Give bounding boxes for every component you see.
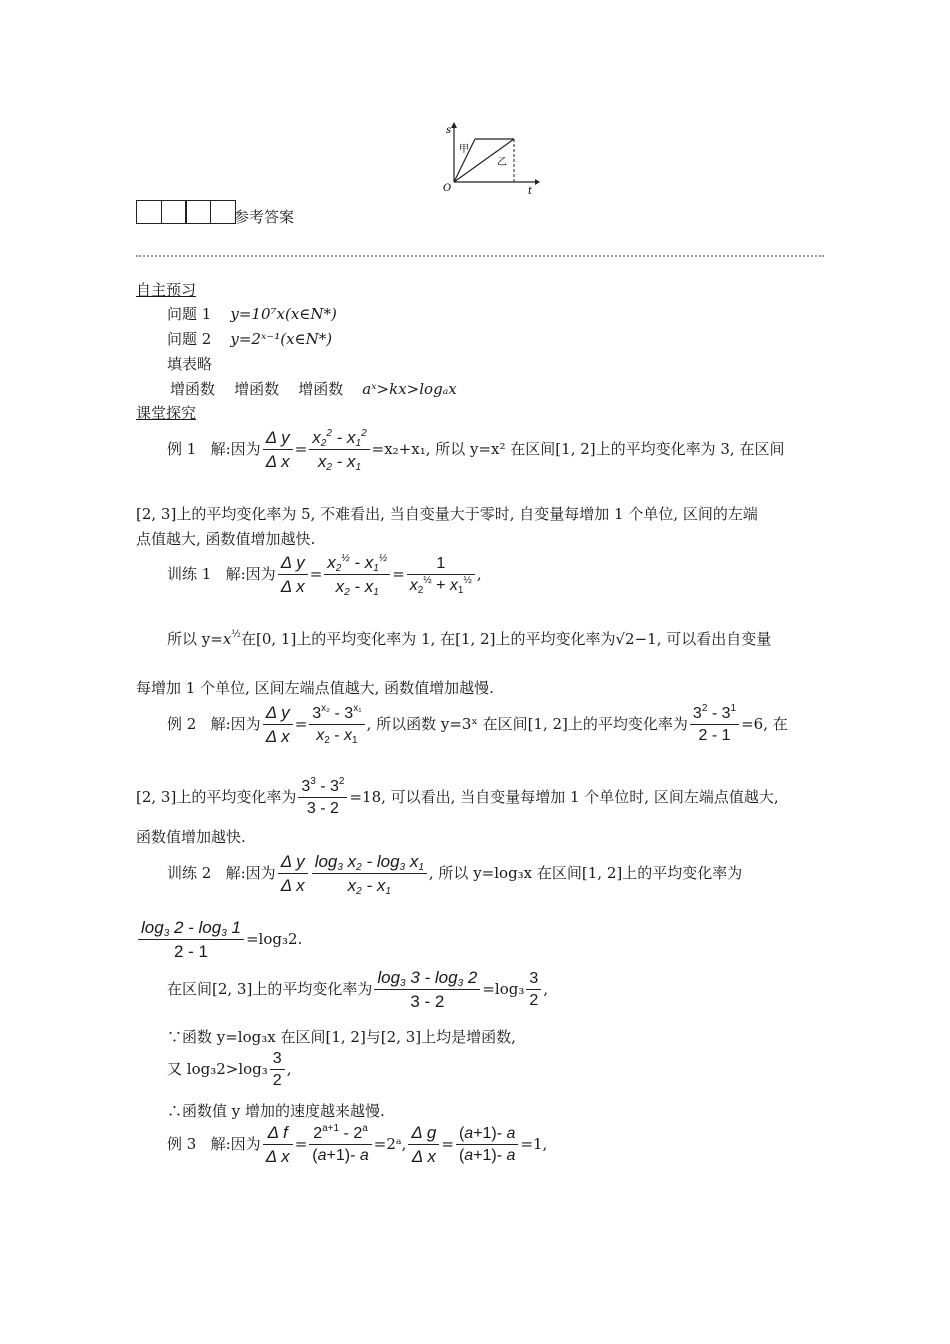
- example-3-line1: 例 3 解:因为 $\frac{\text{Δ f}}{\text{Δ x}}$ = $\frac{2^{a+1} - 2^a}{(a+1)- a}$ =2ᵃ, $\frac{\text{Δ g}}{\text{Δ x}}$ = $\frac{(a+1)- a}{(a+1)- a}$ =1,: [167, 1123, 548, 1166]
- dotted-divider: [136, 255, 824, 257]
- question-2: [167, 328, 332, 349]
- axis-s-label: s: [446, 125, 452, 136]
- example-2-label: 例 2: [167, 715, 197, 733]
- training-2-line2: =log₃2.: [245, 930, 303, 948]
- example-3-mid: =2ᵃ,: [373, 1135, 407, 1153]
- example-3-label: 例 3: [167, 1135, 197, 1153]
- header-boxes: [136, 200, 235, 224]
- example-2-line2: [2, 3]上的平均变化率为 $\frac{3^3 - 3^2}{3 - 2}$ =18, 可以看出, 当自变量每增加 1 个单位时, 区间左端点值越大,: [136, 776, 779, 817]
- example-2-line2a: [2, 3]上的平均变化率为: [136, 788, 297, 806]
- training-1-line2c: −1, 可以看出自变量: [634, 630, 772, 648]
- training-2-line1: 训练 2 解:因为 $\frac{\text{Δ y}}{\text{Δ x}}$ $\frac{\log_3 x_2 - \log_3 x_1}{x_2 - x_1}$ , 所以 y=log₃x 在区间[1, 2]上的平均变化率为: [167, 852, 743, 897]
- training-2-line5: 又 log₃2>log₃ $\frac{3}{2}$ ,: [167, 1050, 292, 1089]
- motion-graph-figure: [440, 122, 540, 197]
- origin-label: O: [443, 183, 452, 194]
- training-2-line5a: 又 log₃2>log₃: [167, 1060, 268, 1078]
- training-2-line3b: =log₃: [482, 980, 525, 998]
- example-2-line1: 例 2 解:因为 $\frac{\text{Δ y}}{\text{Δ x}}$ = $\frac{3^{x_2} - 3^{x_1}}{x_2 - x_1}$ , 所以函数 y=3ˣ 在区间[1, 2]上的平均变化率为 $\frac{3^2 - 3^1}{2 - 1}$ =6, 在: [167, 703, 788, 746]
- question-1-label: 问题 1: [167, 305, 212, 323]
- example-1-line2: [2, 3]上的平均变化率为 5, 不难看出, 当自变量大于零时, 自变量每增加 1 个单位, 区间的左端: [136, 505, 758, 523]
- section-heading-explore: 课堂探究: [136, 404, 197, 422]
- example-2-intro: 解:因为: [210, 715, 261, 733]
- example-2-line3: 函数值增加越快.: [136, 828, 246, 846]
- example-2-mid: , 所以函数 y=3ˣ 在区间[1, 2]上的平均变化率为: [366, 715, 688, 733]
- example-2-line2b: =18, 可以看出, 当自变量每增加 1 个单位时, 区间左端点值越大,: [349, 788, 779, 806]
- training-1-line2a: 所以 y=: [167, 630, 223, 648]
- question-1: [167, 303, 337, 324]
- training-2-line3: 在区间[2, 3]上的平均变化率为 $\frac{\log_3 3 - \log_3 2}{3 - 2}$ =log₃ $\frac{3}{2}$ ,: [167, 968, 549, 1011]
- section-heading-preview: 自主预习: [136, 281, 197, 299]
- example-1-line1: 例 1 解:因为 $\frac{\text{Δ y}}{\text{Δ x}}$ = $\frac{x_2^2 - x_1^2}{x_2 - x_1}$ =x₂+x₁, 所以 y=x² 在区间[1, 2]上的平均变化率为 3, 在区间: [167, 428, 785, 473]
- increase-a: 增函数: [170, 380, 216, 398]
- training-2-intro: 解:因为: [225, 864, 276, 882]
- increase-d: aˣ>kx>logₐx: [362, 380, 457, 398]
- training-1-line3: 每增加 1 个单位, 区间左端点值越大, 函数值增加越慢.: [136, 679, 494, 697]
- example-1-intro: 解:因为: [210, 440, 261, 458]
- example-1-label: 例 1: [167, 440, 197, 458]
- increase-c: 增函数: [298, 380, 344, 398]
- example-1-line3: 点值越大, 函数值增加越快.: [136, 530, 316, 548]
- increase-b: 增函数: [234, 380, 280, 398]
- training-2-line6: ∴函数值 y 增加的速度越来越慢.: [167, 1102, 385, 1120]
- training-1-line1: 训练 1 解:因为 $\frac{\text{Δ y}}{\text{Δ x}}$ = $\frac{x_2^{\frac{1}{2}} - x_1^{\frac{1}{2}}}{x_2 - x_1}$ = $\frac{1}{x_2^{\frac{1}{2}} + x_1^{\frac{1}{2}}}$ ,: [167, 553, 482, 598]
- training-2-mid: , 所以 y=log₃x 在区间[1, 2]上的平均变化率为: [428, 864, 743, 882]
- training-2-line3a: 在区间[2, 3]上的平均变化率为: [167, 980, 373, 998]
- axis-t-label: t: [528, 186, 533, 197]
- increasing-functions-line: [170, 378, 457, 399]
- training-1-label: 训练 1: [167, 565, 212, 583]
- example-2-end: =6, 在: [741, 715, 788, 733]
- training-2-line2: $\frac{\log_3 2 - \log_3 1}{2 - 1}$ =log₃2.: [136, 918, 302, 962]
- jia-label: 甲: [459, 144, 469, 155]
- training-1-intro: 解:因为: [225, 565, 276, 583]
- training-1-line2b: 在[0, 1]上的平均变化率为 1, 在[1, 2]上的平均变化率为: [240, 630, 616, 648]
- question-2-formula: y=2ˣ⁻¹(x∈N*): [230, 330, 333, 348]
- training-2-label: 训练 2: [167, 864, 212, 882]
- fill-table-note: 填表略: [167, 355, 213, 373]
- yi-label: 乙: [497, 157, 507, 168]
- training-2-line4: ∵函数 y=log₃x 在区间[1, 2]与[2, 3]上均是增函数,: [167, 1028, 516, 1046]
- page-title: 参考答案: [234, 208, 295, 226]
- question-1-formula: y=10⁷x(x∈N*): [230, 305, 337, 323]
- question-2-label: 问题 2: [167, 330, 212, 348]
- example-3-intro: 解:因为: [210, 1135, 261, 1153]
- example-3-end: =1,: [520, 1135, 548, 1153]
- training-1-line2: 所以 $y=x^{\frac{1}{2}}$在[0, 1]上的平均变化率为 1, 在[1, 2]上的平均变化率为√2−1, 可以看出自变量: [167, 629, 772, 648]
- example-1-rhs: =x₂+x₁, 所以 y=x² 在区间[1, 2]上的平均变化率为 3, 在区间: [371, 440, 785, 458]
